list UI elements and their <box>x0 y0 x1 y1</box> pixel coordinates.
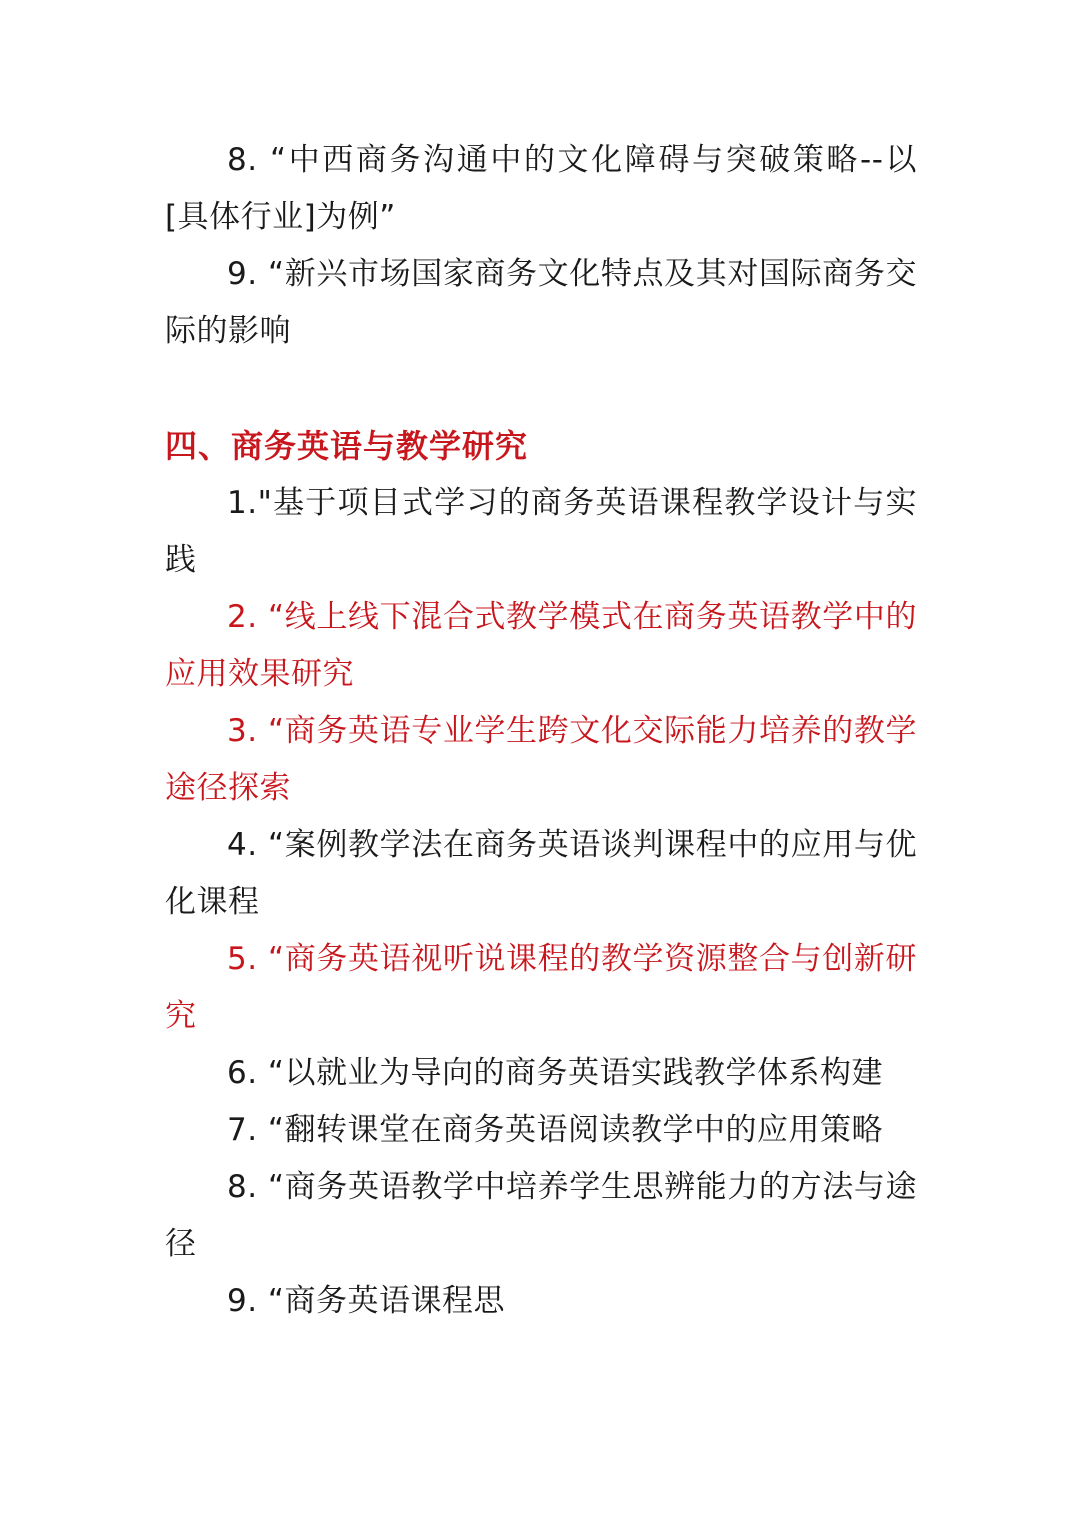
section4-heading: 四、商务英语与教学研究 <box>165 427 529 465</box>
section4-item-4: 4. “案例教学法在商务英语谈判课程中的应用与优化课程 <box>165 827 917 920</box>
section4-item-9: 9. “商务英语课程思 <box>227 1283 505 1319</box>
section4-item-3: 3. “商务英语专业学生跨文化交际能力培养的教学途径探索 <box>165 713 917 806</box>
section4-item-1: 1."基于项目式学习的商务英语课程教学设计与实践 <box>165 485 917 578</box>
section4-item-2: 2. “线上线下混合式教学模式在商务英语教学中的应用效果研究 <box>165 599 917 692</box>
section4-item-8: 8. “商务英语教学中培养学生思辨能力的方法与途径 <box>165 1169 917 1262</box>
section4-item-7: 7. “翻转课堂在商务英语阅读教学中的应用策略 <box>227 1112 883 1148</box>
document-content <box>165 132 917 1330</box>
section-spacer <box>165 360 917 418</box>
section3-item-9: 9. “新兴市场国家商务文化特点及其对国际商务交际的影响 <box>165 256 917 349</box>
section4-item-5: 5. “商务英语视听说课程的教学资源整合与创新研究 <box>165 941 917 1034</box>
section3-item-8: 8. “中西商务沟通中的文化障碍与突破策略--以[具体行业]为例” <box>165 142 917 235</box>
section4-item-6: 6. “以就业为导向的商务英语实践教学体系构建 <box>227 1055 883 1091</box>
